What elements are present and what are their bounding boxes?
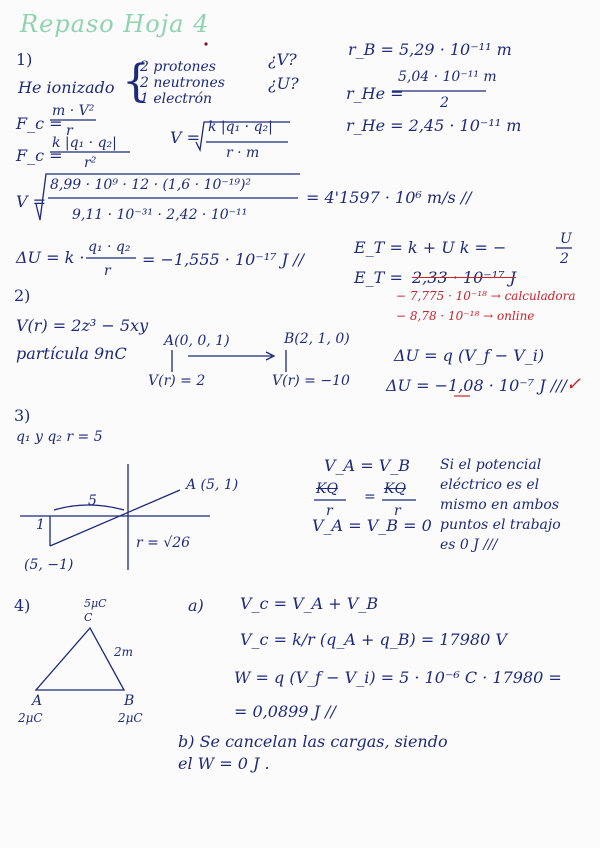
- potential-at-b: V(r) = −10: [272, 373, 350, 389]
- vertex-b: B: [124, 693, 135, 709]
- problem-4-number: 4): [14, 596, 31, 615]
- check-mark: ✓: [566, 374, 582, 395]
- energy-change-numerator: q₁ · q₂: [88, 239, 131, 255]
- potential-function: V(r) = 2z³ − 5xy: [16, 316, 149, 335]
- problem-3-number: 3): [14, 406, 31, 425]
- problem-2-number: 2): [14, 286, 31, 305]
- point-a-coords-p3: A (5, 1): [186, 477, 239, 493]
- centripetal-force-lhs: F_c =: [16, 114, 63, 133]
- equals-sign: =: [364, 489, 376, 505]
- sqrt-calc: [36, 174, 300, 223]
- part-b-text: b) Se cancelan las cargas, siendo: [178, 732, 448, 751]
- radius-he-numerator: 5,04 · 10⁻¹¹ m: [398, 69, 497, 85]
- work-value: = 0,0899 J //: [234, 702, 336, 721]
- neutron-count: 2 neutrones: [140, 75, 225, 91]
- radius-bohr: r_B = 5,29 · 10⁻¹¹ m: [348, 40, 512, 59]
- charge-b-value: 2μC: [118, 711, 143, 725]
- correction-online: − 8,78 · 10⁻¹⁸ → online: [396, 309, 535, 323]
- coulomb-force-denominator: r²: [84, 155, 97, 171]
- charge-a-value: 2μC: [18, 711, 43, 725]
- part-a-label: a): [188, 596, 204, 615]
- explanation-line3: mismo en ambos: [440, 497, 560, 513]
- total-energy-frac-den: 2: [560, 251, 569, 267]
- work-result: ΔU = −1,08 · 10⁻⁷ J ///: [386, 376, 567, 395]
- problem-1-number: 1): [16, 50, 33, 69]
- ion-label: He ionizado: [18, 78, 115, 97]
- proton-count: 2 protones: [140, 59, 216, 75]
- work-calc: W = q (V_f − V_i) = 5 · 10⁻⁶ C · 17980 =: [234, 668, 562, 687]
- velocity-calc-numerator: 8,99 · 10⁹ · 12 · (1,6 · 10⁻¹⁹)²: [50, 177, 252, 193]
- radius-he-denominator: 2: [440, 95, 449, 111]
- coulomb-force-lhs: F_c =: [16, 146, 63, 165]
- vertex-a: A: [32, 693, 43, 709]
- total-energy-line2: E_T =: [354, 268, 403, 287]
- velocity-numerator: k |q₁ · q₂|: [208, 119, 273, 135]
- radius-he-value: r_He = 2,45 · 10⁻¹¹ m: [346, 116, 522, 135]
- side-length: 2m: [114, 645, 134, 659]
- centripetal-force-denominator: r: [66, 123, 73, 139]
- total-energy-frac-num: U: [560, 231, 572, 247]
- distance-label: r = √26: [136, 535, 191, 551]
- vertex-c: C: [84, 611, 93, 624]
- explanation-line2: eléctrico es el: [440, 477, 540, 493]
- question-u: ¿U?: [268, 74, 299, 93]
- point-b-coords: B(2, 1, 0): [284, 331, 350, 347]
- point-a-coords: A(0, 0, 1): [164, 333, 230, 349]
- brace-five: [54, 505, 124, 510]
- velocity-calc-lhs: V =: [16, 192, 47, 211]
- explanation-line5: es 0 J ///: [440, 537, 498, 553]
- centripetal-force-numerator: m · V²: [52, 103, 95, 119]
- segment-a-b: [50, 490, 180, 546]
- triangle-abc: [36, 628, 124, 690]
- velocity-calc-denominator: 9,11 · 10⁻³¹ · 2,42 · 10⁻¹¹: [72, 207, 248, 223]
- electron-count: 1 electrón: [140, 91, 213, 107]
- energy-change-denominator: r: [104, 263, 111, 279]
- radius-he-lhs: r_He =: [346, 84, 404, 103]
- dimension-one: 1: [36, 517, 45, 533]
- work-formula: ΔU = q (V_f − V_i): [394, 346, 545, 365]
- sqrt-velocity: [196, 119, 290, 150]
- kq-right: KQ: [384, 481, 406, 497]
- explanation-line1: Si el potencial: [440, 457, 542, 473]
- velocity-denominator: r · m: [226, 145, 260, 161]
- correction-calculator: − 7,775 · 10⁻¹⁸ → calculadora: [396, 289, 576, 303]
- equal-potential-eq: V_A = V_B: [324, 456, 410, 475]
- r-right: r: [394, 503, 401, 519]
- particle-charge: partícula 9nC: [16, 344, 127, 363]
- potential-at-a: V(r) = 2: [148, 373, 206, 389]
- charges-label: q₁ y q₂ r = 5: [16, 429, 103, 445]
- point-b-coords-p3: (5, −1): [24, 557, 74, 573]
- charge-c-value: 5μC: [84, 597, 107, 610]
- brace: {: [122, 56, 150, 107]
- energy-change-lhs: ΔU = k ·: [16, 248, 85, 267]
- page-title: Repaso Hoja 4: [20, 10, 210, 38]
- velocity-lhs: V =: [170, 128, 201, 147]
- explanation-line4: puntos el trabajo: [440, 517, 561, 533]
- kq-left: KQ: [316, 481, 338, 497]
- part-b-conclusion: el W = 0 J .: [178, 754, 270, 773]
- r-left: r: [326, 503, 333, 519]
- velocity-result: = 4'1597 · 10⁶ m/s //: [306, 188, 472, 207]
- potential-value: V_c = k/r (q_A + q_B) = 17980 V: [240, 630, 507, 649]
- potential-sum: V_c = V_A + V_B: [240, 594, 379, 613]
- zero-potential-eq: V_A = V_B = 0: [312, 516, 432, 535]
- struck-value: 2,33 · 10⁻¹⁷ J: [412, 268, 517, 287]
- total-energy-line1: E_T = k + U k = −: [354, 238, 507, 257]
- title-dot: [204, 42, 207, 45]
- dimension-five: 5: [88, 493, 97, 509]
- energy-change-result: = −1,555 · 10⁻¹⁷ J //: [142, 250, 304, 269]
- question-v: ¿V?: [268, 50, 297, 69]
- coulomb-force-numerator: k |q₁ · q₂|: [52, 135, 117, 151]
